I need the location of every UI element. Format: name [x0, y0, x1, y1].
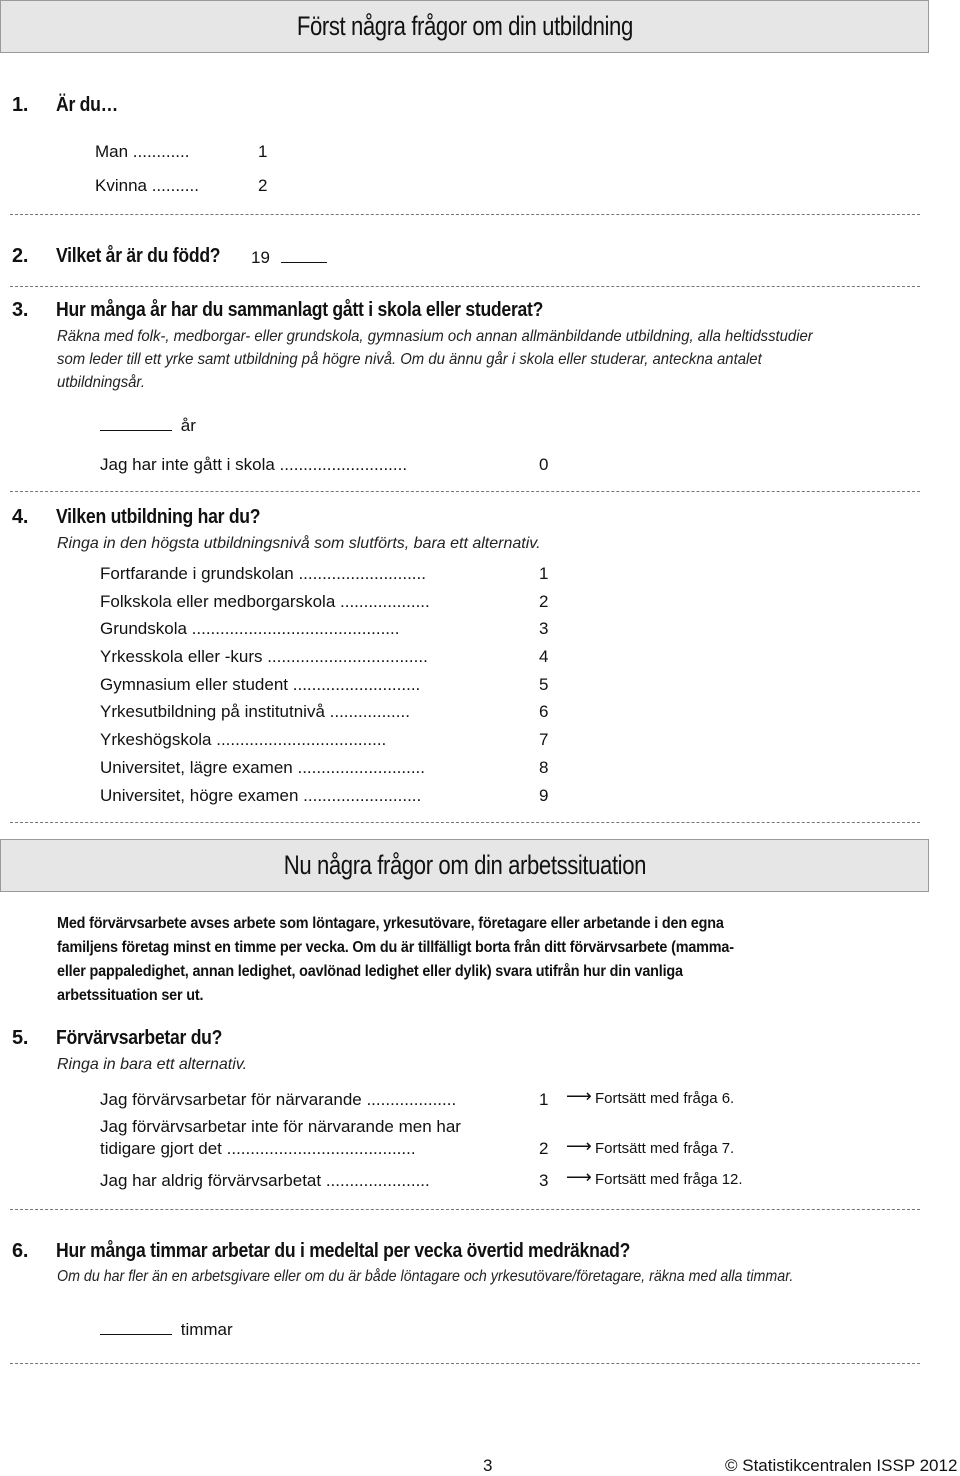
arrow-right-icon: ⟶ — [566, 1136, 592, 1156]
option-label: Jag förvärvsarbetar inte för närvarande men har — [100, 1117, 461, 1136]
question-3-heading — [12, 299, 610, 322]
years-blank[interactable] — [100, 416, 172, 431]
year-prefix: 19 — [251, 248, 270, 267]
paragraph-line: eller pappaledighet, annan ledighet, oavlönad ledighet eller dylik) svara utifrån hur din vanliga — [57, 963, 683, 980]
instruction-line: utbildningsår. — [57, 374, 145, 391]
unit-label: år — [180, 416, 196, 435]
question-number: 5. — [12, 1027, 29, 1049]
option-label: Fortfarande i grundskolan ........................... — [100, 564, 426, 583]
question-text: Är du… — [56, 94, 118, 116]
option-label: Jag har inte gått i skola ........................... — [100, 455, 408, 474]
skip-instruction: Fortsätt med fråga 12. — [595, 1171, 743, 1188]
q4-instruction: Ringa in den högsta utbildningsnivå som slutförts, bara ett alternativ. — [57, 535, 541, 552]
option-label: Man ............ — [95, 142, 190, 161]
q4-code[interactable]: 7 — [539, 730, 549, 749]
divider — [10, 214, 920, 215]
unit-label: timmar — [180, 1320, 233, 1339]
question-4-heading — [12, 506, 288, 529]
arrow-right-icon: ⟶ — [566, 1086, 592, 1106]
question-text: Vilket år är du född? — [56, 245, 221, 267]
q3-option-no-school[interactable] — [100, 455, 407, 475]
q4-code[interactable]: 2 — [539, 592, 549, 611]
q6-instruction: Om du har fler än en arbetsgivare eller om du är både löntagare och yrkesutövare/företagare, räkna med alla timmar. — [57, 1268, 794, 1285]
q4-code[interactable]: 3 — [539, 619, 549, 638]
question-text: Vilken utbildning har du? — [56, 506, 261, 528]
instruction-line: Räkna med folk-, medborgar- eller grundskola, gymnasium och annan allmänbildande utbildning, alla heltidsstudier — [57, 328, 813, 345]
question-text: Hur många år har du sammanlagt gått i skola eller studerat? — [56, 299, 544, 321]
paragraph-line: Med förvärvsarbete avses arbete som löntagare, yrkesutövare, företagare eller arbetande i den egna — [57, 915, 724, 932]
divider — [10, 286, 920, 287]
birth-year-field[interactable] — [251, 248, 327, 268]
q4-option[interactable] — [100, 619, 399, 639]
section-title: Nu några frågor om din arbetssituation — [283, 850, 646, 880]
divider — [10, 491, 920, 492]
q3-code-no-school[interactable]: 0 — [539, 455, 549, 474]
section-header-work — [0, 839, 929, 892]
q1-option-man[interactable] — [95, 142, 189, 162]
q4-code[interactable]: 6 — [539, 702, 549, 721]
question-2-heading — [12, 245, 243, 268]
birth-year-blank[interactable] — [281, 248, 327, 263]
q4-option[interactable] — [100, 564, 426, 584]
option-label: Yrkesskola eller -kurs .................................. — [100, 647, 428, 666]
q5-option-previously-employed[interactable] — [100, 1117, 461, 1137]
q1-code-kvinna[interactable]: 2 — [258, 176, 268, 195]
question-text: Hur många timmar arbetar du i medeltal per vecka övertid medräknad? — [56, 1240, 631, 1262]
option-label: tidigare gjort det ........................................ — [100, 1139, 416, 1158]
q4-code[interactable]: 8 — [539, 758, 549, 777]
question-number: 4. — [12, 506, 29, 528]
q4-option[interactable] — [100, 730, 386, 750]
paragraph-line: familjens företag minst en timme per vecka. Om du är tillfälligt borta från ditt förvärvsarbete (mamma- — [57, 939, 734, 956]
q5-option-never-employed[interactable] — [100, 1171, 430, 1191]
q1-code-man[interactable]: 1 — [258, 142, 268, 161]
question-text: Förvärvsarbetar du? — [56, 1027, 223, 1049]
option-label: Jag förvärvsarbetar för närvarande ................... — [100, 1090, 457, 1109]
option-label: Grundskola ............................................ — [100, 619, 400, 638]
hours-blank[interactable] — [100, 1320, 172, 1335]
q4-option[interactable] — [100, 758, 425, 778]
q5-option-previously-employed-cont[interactable] — [100, 1139, 416, 1159]
question-number: 2. — [12, 245, 29, 267]
skip-instruction: Fortsätt med fråga 7. — [595, 1140, 735, 1157]
hours-field[interactable] — [100, 1320, 233, 1340]
employment-definition — [57, 912, 937, 1008]
page-number: 3 — [483, 1456, 493, 1475]
q4-option[interactable] — [100, 592, 430, 612]
years-field[interactable] — [100, 416, 196, 436]
option-label: Folkskola eller medborgarskola ................... — [100, 592, 430, 611]
q1-option-kvinna[interactable] — [95, 176, 199, 196]
question-number: 1. — [12, 94, 29, 116]
paragraph-line: arbetssituation ser ut. — [57, 987, 204, 1004]
question-6-heading — [12, 1240, 708, 1263]
section-header-education — [0, 0, 929, 53]
option-label: Universitet, lägre examen ........................... — [100, 758, 426, 777]
copyright: © Statistikcentralen ISSP 2012 — [725, 1456, 958, 1475]
divider — [10, 822, 920, 823]
skip-instruction: Fortsätt med fråga 6. — [595, 1090, 735, 1107]
arrow-right-icon: ⟶ — [566, 1167, 592, 1187]
option-label: Kvinna .......... — [95, 176, 199, 195]
option-label: Yrkeshögskola .................................... — [100, 730, 387, 749]
q4-code[interactable]: 1 — [539, 564, 549, 583]
instruction-line: som leder till ett yrke samt utbildning på högre nivå. Om du ännu går i skola eller studerar, anteckna antalet — [57, 351, 762, 368]
q4-option[interactable] — [100, 702, 410, 722]
q4-option[interactable] — [100, 786, 421, 806]
option-label: Universitet, högre examen ......................... — [100, 786, 422, 805]
q5-code[interactable]: 1 — [539, 1090, 549, 1109]
option-label: Gymnasium eller student ........................... — [100, 675, 421, 694]
q5-code[interactable]: 2 — [539, 1139, 549, 1158]
section-title: Först några frågor om din utbildning — [296, 11, 633, 41]
q4-code[interactable]: 9 — [539, 786, 549, 805]
q3-instruction — [57, 325, 937, 394]
option-label: Jag har aldrig förvärvsarbetat ...................... — [100, 1171, 430, 1190]
option-label: Yrkesutbildning på institutnivå ................. — [100, 702, 410, 721]
divider — [10, 1209, 920, 1210]
q4-option[interactable] — [100, 647, 428, 667]
question-5-heading — [12, 1027, 245, 1050]
divider — [10, 1363, 920, 1364]
q4-option[interactable] — [100, 675, 420, 695]
q5-instruction: Ringa in bara ett alternativ. — [57, 1056, 248, 1073]
q5-option-employed[interactable] — [100, 1090, 456, 1110]
q5-code[interactable]: 3 — [539, 1171, 549, 1190]
question-number: 6. — [12, 1240, 29, 1262]
question-number: 3. — [12, 299, 29, 321]
q4-code[interactable]: 5 — [539, 675, 549, 694]
question-1-heading — [12, 94, 126, 117]
q4-code[interactable]: 4 — [539, 647, 549, 666]
